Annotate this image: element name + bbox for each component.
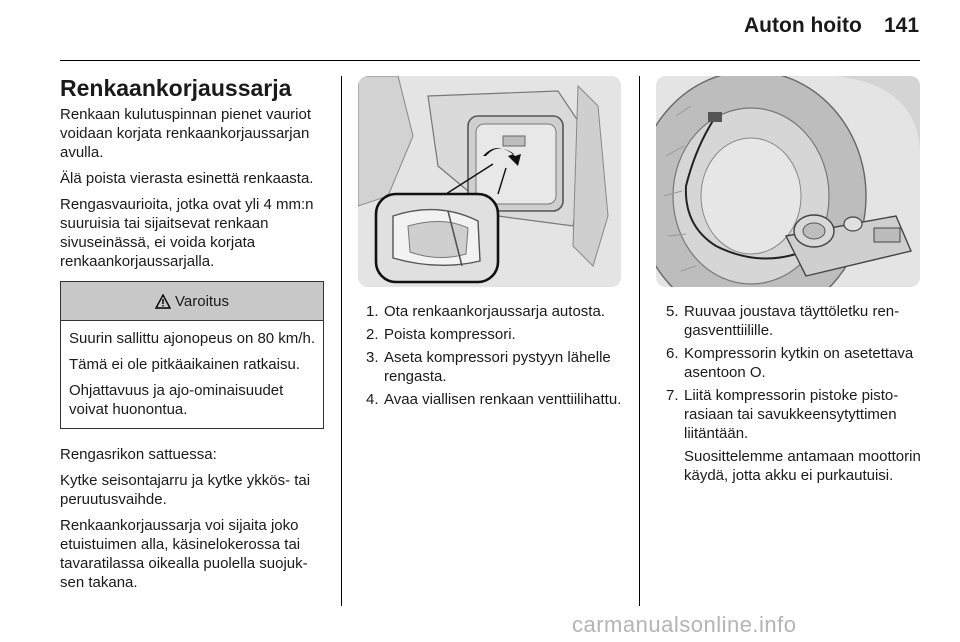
warning-text: Suurin sallittu ajonopeus on 80 km/h. — [69, 330, 315, 347]
step-text: Aseta kompressori pystyyn lähelle rengasta. — [384, 349, 611, 385]
step-text: Kompressorin kytkin on asetettava asentoon O. — [684, 345, 914, 381]
warning-text: Ohjattavuus ja ajo-ominaisuudet voivat huonontua. — [69, 382, 284, 418]
step-number: 6. — [666, 345, 679, 362]
step-text: Ota renkaankorjaussarja autosta. — [384, 303, 605, 320]
step-text: Ruuvaa joustava täyttöletku rengasventtiilille. — [684, 303, 900, 339]
column-divider-1 — [341, 76, 342, 606]
column-divider-2 — [639, 76, 640, 606]
steps-list-1 — [366, 302, 628, 413]
header-divider — [60, 60, 920, 61]
paragraph: Renkaan kulutuspinnan pienet vauriot voidaan korjata renkaankorjaussarjan avulla. — [60, 106, 312, 161]
step-number: 7. — [666, 387, 679, 404]
warning-box — [60, 281, 324, 429]
paragraph: Renkaankorjaussarja voi sijaita joko etuistuimen alla, käsinelokerossa tai tavaratilassa oikealla puolella suojuksen takana. — [60, 517, 308, 591]
step-text: Poista kompressori. — [384, 326, 516, 343]
list-item — [666, 344, 928, 382]
repair-kit-storage-illustration — [358, 76, 621, 287]
list-item — [366, 302, 628, 321]
warning-text: Tämä ei ole pitkäaikainen ratkaisu. — [69, 356, 300, 373]
section-heading: Renkaankorjaussarja — [60, 75, 292, 101]
step-number: 5. — [666, 303, 679, 320]
step-note: Suosittelemme antamaan moottorin käydä, jotta akku ei purkautuisi. — [684, 448, 921, 484]
page-number: 141 — [884, 14, 920, 37]
list-item — [666, 386, 928, 485]
warning-header — [61, 282, 323, 321]
step-number: 1. — [366, 303, 379, 320]
paragraph: Kytke seisontajarru ja kytke ykkös- tai peruutusvaihde. — [60, 472, 311, 508]
left-column — [60, 73, 326, 599]
list-item — [366, 325, 628, 344]
steps-list-2 — [666, 302, 928, 489]
paragraph: Älä poista vierasta esinettä renkaasta. — [60, 170, 314, 187]
paragraph: Rengasrikon sattuessa: — [60, 446, 217, 463]
step-number: 3. — [366, 349, 379, 366]
step-text: Liitä kompressorin pistoke pistorasiaan tai savukkeensytyttimen liitäntään. — [684, 387, 899, 442]
warning-triangle-icon — [155, 294, 171, 309]
section-title: Auton hoito — [744, 14, 862, 37]
list-item — [366, 348, 628, 386]
compressor-connection-illustration — [656, 76, 920, 287]
warning-title: Varoitus — [175, 292, 229, 310]
list-item — [666, 302, 928, 340]
warning-body — [61, 321, 323, 428]
paragraph: Rengasvaurioita, jotka ovat yli 4 mm:n suuruisia tai sijaitsevat renkaan sivuseinässä, ei voida korjata renkaankorjaussarjalla. — [60, 196, 314, 270]
step-text: Avaa viallisen renkaan venttiilihattu. — [384, 391, 622, 408]
step-number: 4. — [366, 391, 379, 408]
list-item — [366, 390, 628, 409]
watermark: carmanualsonline.info — [572, 612, 797, 637]
step-number: 2. — [366, 326, 379, 343]
